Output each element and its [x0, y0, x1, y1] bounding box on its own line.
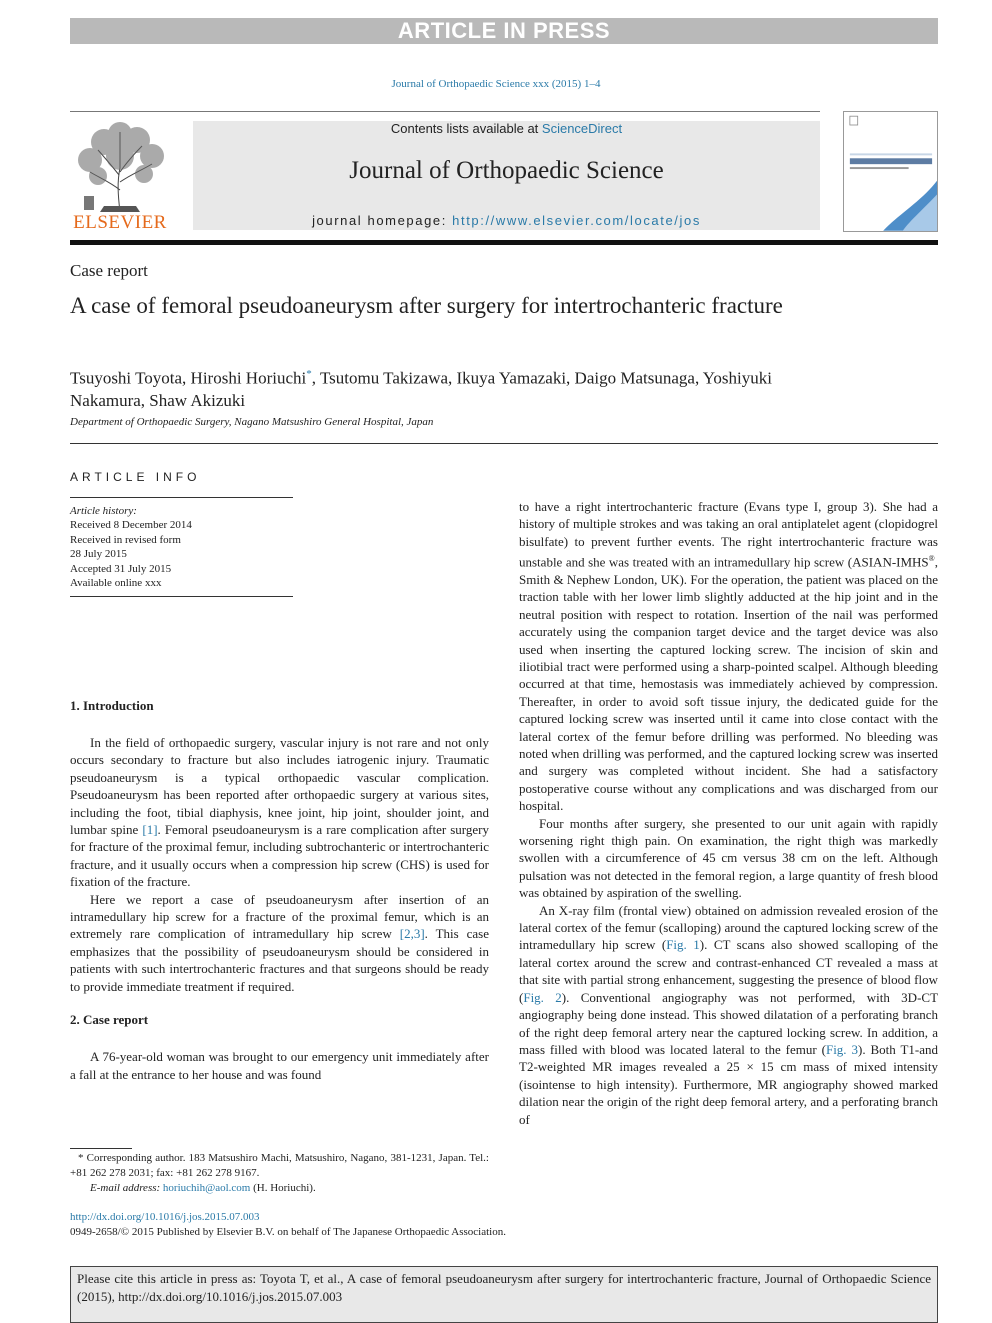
footnote-rule	[70, 1148, 132, 1149]
case-r3-text: An X-ray film (frontal view) obtained on admission revealed erosion of the lateral cortex of the femur (scalloping) around the captured locking screw of the intramedullary hip screw (	[519, 902, 938, 953]
article-type: Case report	[70, 261, 148, 280]
sciencedirect-link[interactable]: ScienceDirect	[541, 121, 623, 136]
reference-link[interactable]: [2,3]	[399, 926, 425, 942]
intro-paragraph-2	[70, 891, 489, 995]
journal-name: Journal of Orthopaedic Science	[349, 157, 664, 184]
email-footnote	[70, 1181, 489, 1196]
corresponding-author-footnote: * Corresponding author. 183 Matsushiro Machi, Matsushiro, Nagano, 381-1231, Japan. Tel.: +81 262 278 2031; fax: +81 262 278 9167.	[70, 1152, 489, 1179]
case-r1-text-cont: , Smith & Nephew London, UK). For the operation, the patient was placed on the traction table with her lower limb slightly adducted at the hip joint and in the neutral position with respect to rotation. Insertion of the nail was performed accurately using the companion target device and the target device was also used when inserting the captured locking screw. The incision of skin and iliotibial tract were performed using a sharp-pointed scalpel. Although bleeding occurred at that time, hemostasis was immediately achieved by compression. Thereafter, in order to avoid soft tissue injury, the dedicated guide for the captured locking screw was inserted until it came into close contact with the lateral cortex of the femur before drilling was performed. No bleeding was noted when drilling was performed, and the captured locking screw was inserted and surgery was completed without incident. She had a satisfactory postoperative course without any complications and was discharged from our hospital.	[519, 554, 938, 814]
footnotes	[70, 1151, 489, 1196]
corresponding-author-mark[interactable]: *	[306, 368, 312, 380]
authors-part-2: , Tsutomu Takizawa, Ikuya Yamazaki, Daigo Matsunaga, Yoshiyuki Nakamura, Shaw Akizuki	[70, 368, 772, 410]
reference-link[interactable]: [1]	[142, 822, 158, 838]
left-column	[70, 698, 489, 1083]
case-paragraph-1: A 76-year-old woman was brought to our emergency unit immediately after a fall at the entrance to her house and was found	[70, 1049, 489, 1082]
case-r3-text: ). Conventional angiography was not performed, with 3D-CT angiography being done instead. This showed dilatation of a perforating branch of the right deep femoral artery near the captured locking screw. In addition, a mass filled with blood was located lateral to the femur (	[519, 989, 939, 1057]
case-r1-text: to have a right intertrochanteric fracture (Evans type I, group 3). She had a history of multiple strokes and was taking an oral antiplatelet agent (clopidogrel bisulfate) to prevent further events. The right intertrochanteric fracture was unstable and she was treated with an intramedullary hip screw (ASIAN-IMHS	[519, 499, 938, 570]
right-column	[519, 498, 938, 1128]
email-link[interactable]: horiuchih@aol.com	[162, 1182, 251, 1194]
history-line: Available online xxx	[70, 577, 162, 590]
history-line: 28 July 2015	[70, 548, 127, 561]
homepage-prefix: journal homepage:	[312, 213, 453, 228]
intro-p1-text-cont: . Femoral pseudoaneurysm is a rare complication after surgery for fracture of the proximal femur, including subtrochanteric or intertrochanteric fracture, and it usually occurs when a compression hip screw (CHS) is used for fixation of the fracture.	[70, 822, 489, 890]
figure-link[interactable]: Fig. 1	[666, 937, 700, 953]
author-list	[70, 363, 850, 412]
article-info-heading: ARTICLE INFO	[70, 470, 201, 484]
history-line: Received in revised form	[70, 533, 181, 546]
history-line: Received 8 December 2014	[70, 519, 192, 532]
email-label: E-mail address:	[90, 1182, 161, 1194]
case-paragraph-1-cont	[519, 498, 938, 815]
article-history	[70, 504, 192, 590]
case-paragraph-2: Four months after surgery, she presented to our unit again with rapidly worsening right thigh pain. On examination, the right thigh was markedly swollen with a circumference of 45 cm versus 38 cm on the left. Although pulsation was not detected in the femoral region, a large quantity of fresh blood was obtained by aspiration of the swelling.	[519, 815, 938, 901]
journal-cover-thumbnail[interactable]	[843, 111, 938, 232]
header-thick-rule	[70, 240, 938, 245]
authors-part-1: Tsuyoshi Toyota, Hiroshi Horiuchi	[70, 368, 307, 388]
intro-paragraph-1	[70, 734, 489, 891]
issn-copyright: 0949-2658/© 2015 Published by Elsevier B.V. on behalf of The Japanese Orthopaedic Association.	[70, 1226, 506, 1238]
figure-link[interactable]: Fig. 2	[523, 989, 562, 1005]
introduction-heading: 1. Introduction	[70, 698, 154, 713]
history-line: Accepted 31 July 2015	[70, 562, 172, 575]
affiliation: Department of Orthopaedic Surgery, Nagano Matsushiro General Hospital, Japan	[70, 416, 434, 428]
case-paragraph-3	[519, 902, 938, 1128]
contents-prefix: Contents lists available at	[390, 121, 542, 136]
article-info-rule-top	[70, 497, 293, 498]
case-r3-text: ). Both T1-and T2-weighted MR images revealed a 25 × 15 cm mass of mixed intensity (isointense to high intensity). Furthermore, MR angiography showed marked dilation near the origin of the right deep femoral artery, and a perforating branch of	[519, 1041, 938, 1127]
intro-p2-text: Here we report a case of pseudoaneurysm after insertion of an intramedullary hip screw for a fracture of the proximal femur, which is an extremely rare complication of intramedullary hip screw	[70, 891, 489, 942]
case-report-heading: 2. Case report	[70, 1012, 149, 1028]
article-title: A case of femoral pseudoaneurysm after surgery for intertrochanteric fracture	[70, 293, 783, 318]
journal-reference[interactable]: Journal of Orthopaedic Science xxx (2015) 1–4	[391, 78, 601, 90]
header-rule	[70, 111, 820, 112]
registered-mark: ®	[928, 554, 935, 564]
contents-line	[193, 121, 820, 136]
homepage-link[interactable]: http://www.elsevier.com/locate/jos	[452, 213, 701, 228]
journal-homepage	[193, 213, 820, 228]
doi-link[interactable]: http://dx.doi.org/10.1016/j.jos.2015.07.003	[70, 1211, 260, 1223]
history-label: Article history:	[70, 505, 137, 517]
article-in-press-banner: ARTICLE IN PRESS	[70, 18, 938, 44]
article-info-rule-bottom	[70, 596, 293, 597]
case-r3-text: ). CT scans also showed scalloping of the lateral cortex around the screw and contrast-enhanced CT revealed a mass at that site with partial strong enhancement, suggesting the presence of blood flow (	[519, 937, 939, 1005]
citation-box: Please cite this article in press as: Toyota T, et al., A case of femoral pseudoaneurysm after surgery for intertrochanteric fracture, Journal of Orthopaedic Science (2015), http://dx.doi.org/10.1016/j.jos.2015.07.003	[70, 1266, 938, 1323]
intro-p1-text: In the field of orthopaedic surgery, vascular injury is not rare and not only occurs secondary to fracture but also includes iatrogenic injury. Traumatic pseudoaneurysm is a typical orthopaedic vascular complication. Pseudoaneurysm has been reported after orthopaedic surgery at various sites, including the foot, tibial diaphysis, knee joint, hip joint, shoulder joint, and lumbar spine	[70, 735, 489, 838]
figure-link[interactable]: Fig. 3	[825, 1041, 858, 1057]
email-suffix: (H. Horiuchi).	[250, 1182, 316, 1194]
elsevier-wordmark: ELSEVIER	[73, 212, 167, 233]
affiliation-rule	[70, 443, 938, 444]
intro-p2-text-cont: . This case emphasizes that the possibility of pseudoaneurysm should be considered in patients with such intertrochanteric fractures and that surgeons should be ready to provide immediate treatment if required.	[70, 926, 490, 994]
journal-header-box	[193, 121, 820, 230]
